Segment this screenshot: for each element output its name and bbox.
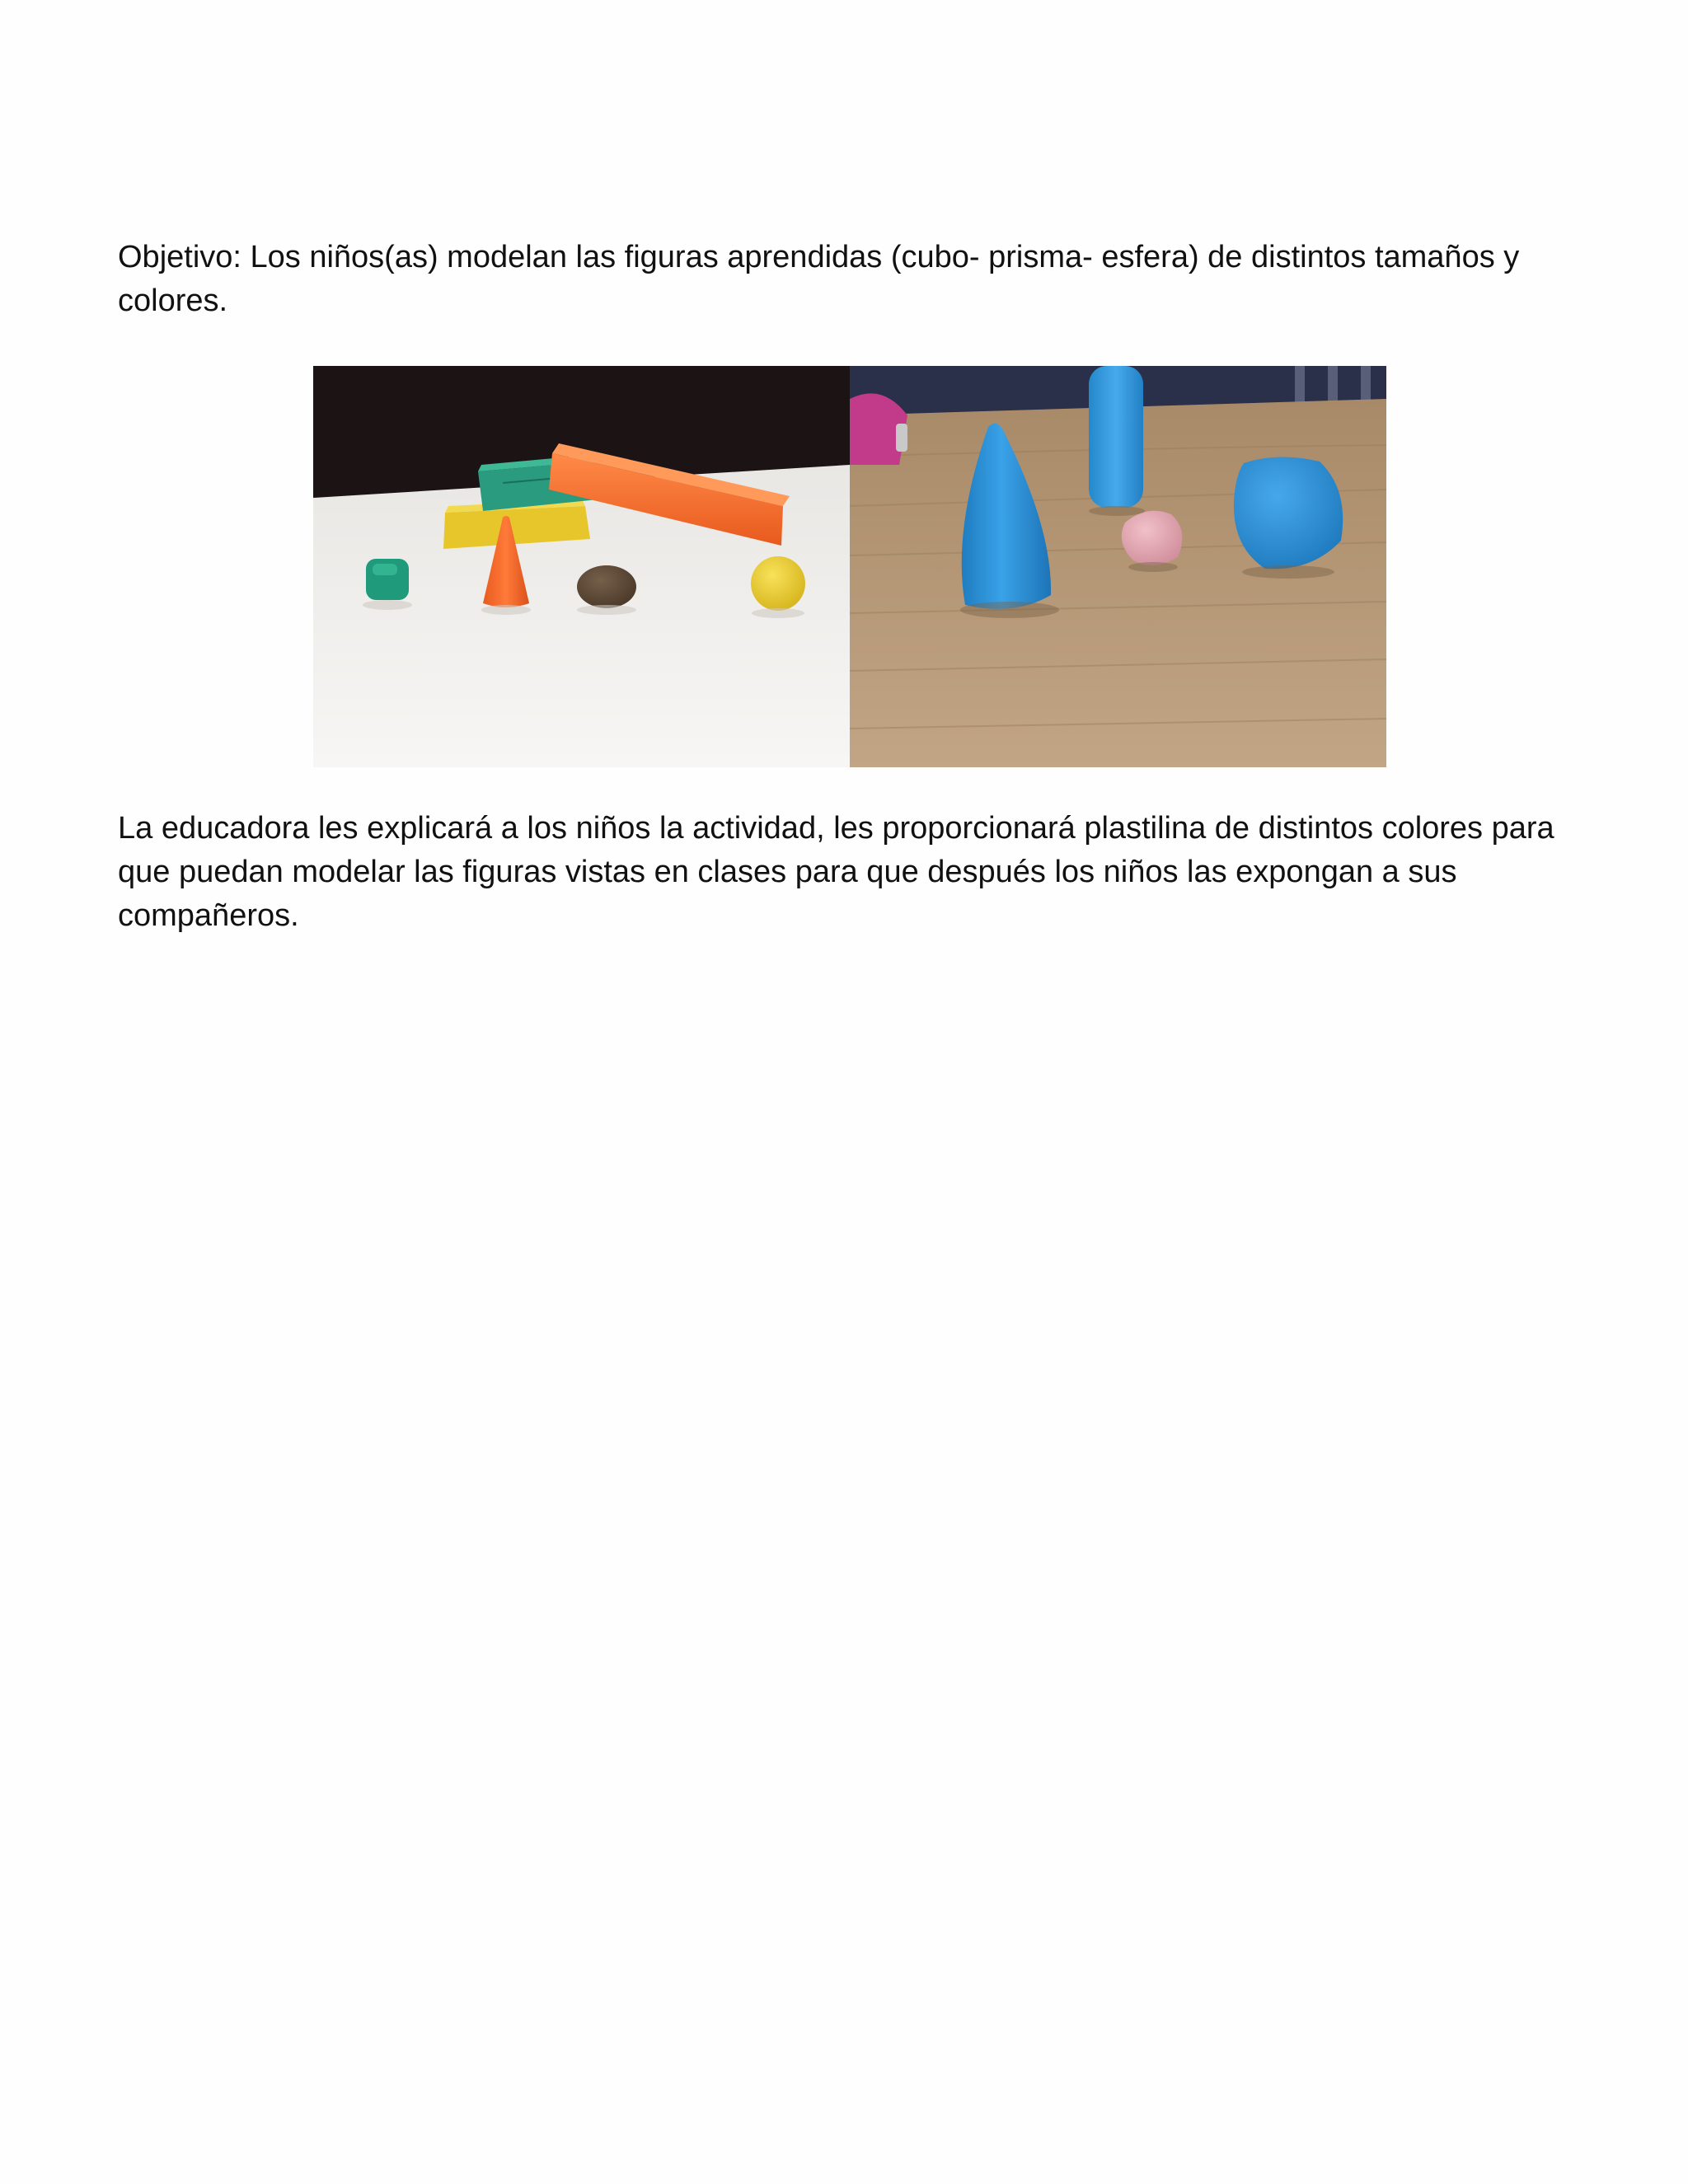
photo-plasticine-figures-table	[850, 366, 1386, 767]
photo-plasticine-figures-paper	[313, 366, 850, 767]
activity-photos	[313, 366, 1386, 767]
objective-paragraph: Objetivo: Los niños(as) modelan las figuras aprendidas (cubo- prisma- esfera) de distintos tamaños y colores.	[118, 240, 1520, 318]
activity-description-paragraph: La educadora les explicará a los niños la actividad, les proporcionará plastilina de distintos colores para que puedan modelar las figuras vistas en clases para que después los niños las expongan a sus compañeros.	[118, 811, 1554, 933]
